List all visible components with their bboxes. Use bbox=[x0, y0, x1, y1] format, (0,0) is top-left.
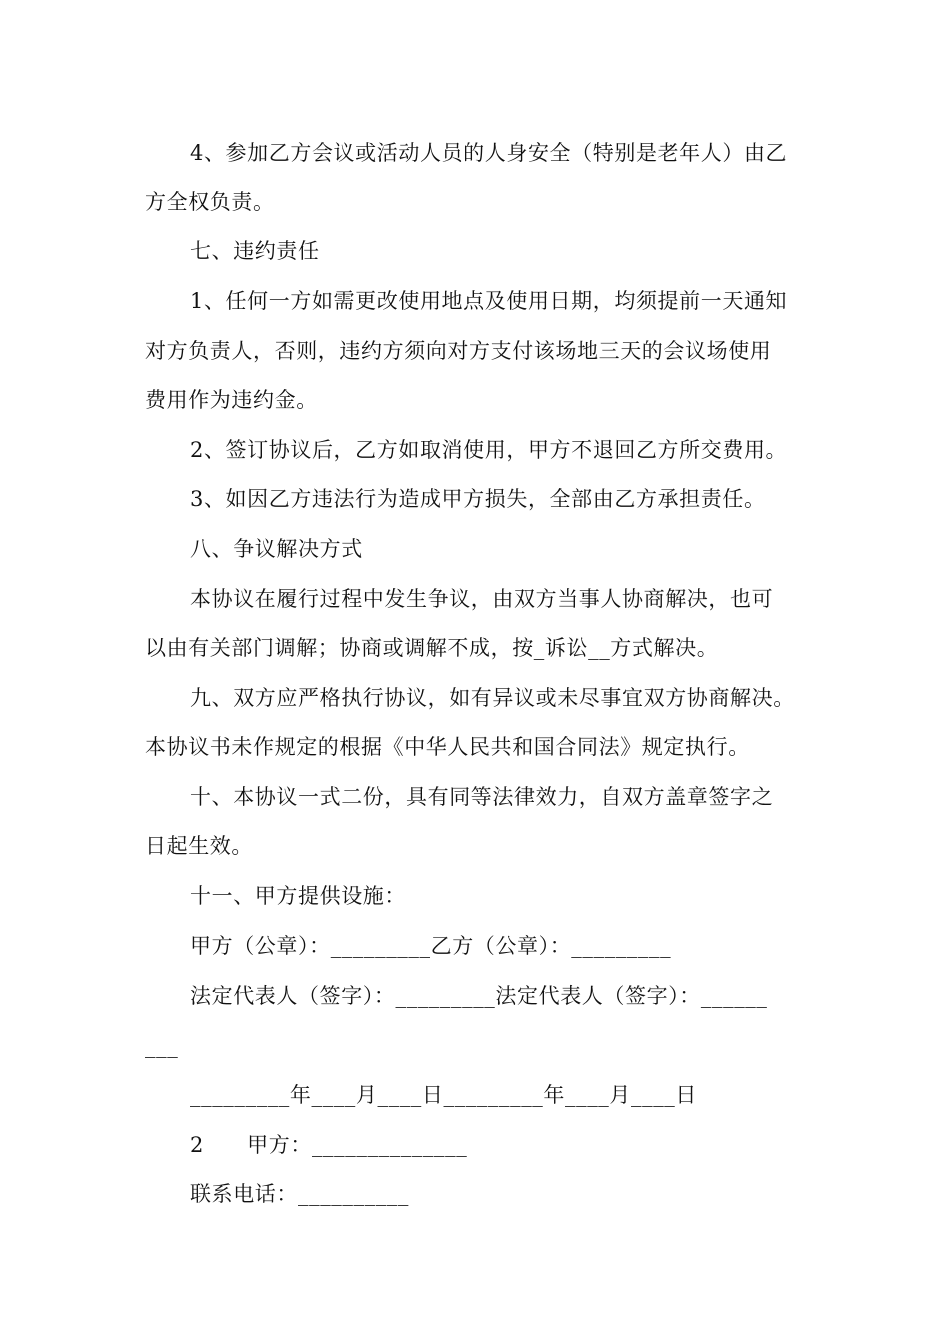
clause-11-heading: 十一、甲方提供设施： bbox=[190, 884, 406, 908]
section-heading-dispute: 八、争议解决方式 bbox=[190, 537, 363, 561]
seal-line: 甲方（公章）：_________乙方（公章）：_________ bbox=[190, 934, 672, 958]
party-a-line: 2 甲方：______________ bbox=[190, 1133, 468, 1157]
clause-6-item-4-line-2: 方全权负责。 bbox=[145, 190, 275, 214]
signature-line-continued: ___ bbox=[145, 1034, 179, 1058]
breach-item-1-line-3: 费用作为违约金。 bbox=[145, 388, 318, 412]
clause-9-line-2: 本协议书未作规定的根据《中华人民共和国合同法》规定执行。 bbox=[145, 735, 750, 759]
breach-item-1-line-2: 对方负责人，否则，违约方须向对方支付该场地三天的会议场使用 bbox=[145, 339, 772, 363]
signature-line: 法定代表人（签字）：_________法定代表人（签字）：______ bbox=[190, 984, 768, 1008]
breach-item-2: 2、签订协议后，乙方如取消使用，甲方不退回乙方所交费用。 bbox=[190, 438, 788, 462]
breach-item-1-line-1: 1、任何一方如需更改使用地点及使用日期，均须提前一天通知 bbox=[190, 289, 788, 313]
date-line: _________年____月____日_________年____月____日 bbox=[190, 1083, 697, 1107]
dispute-text-line-2: 以由有关部门调解；协商或调解不成，按_诉讼__方式解决。 bbox=[145, 636, 719, 660]
dispute-text-line-1: 本协议在履行过程中发生争议，由双方当事人协商解决，也可 bbox=[190, 587, 774, 611]
clause-9-line-1: 九、双方应严格执行协议，如有异议或未尽事宜双方协商解决。 bbox=[190, 686, 795, 710]
clause-10-line-2: 日起生效。 bbox=[145, 834, 253, 858]
contact-phone-line: 联系电话：__________ bbox=[190, 1182, 409, 1206]
section-heading-breach: 七、违约责任 bbox=[190, 239, 320, 263]
clause-6-item-4-line-1: 4、参加乙方会议或活动人员的人身安全（特别是老年人）由乙 bbox=[190, 141, 788, 165]
clause-10-line-1: 十、本协议一式二份，具有同等法律效力，自双方盖章签字之 bbox=[190, 785, 774, 809]
breach-item-3: 3、如因乙方违法行为造成甲方损失，全部由乙方承担责任。 bbox=[190, 487, 766, 511]
